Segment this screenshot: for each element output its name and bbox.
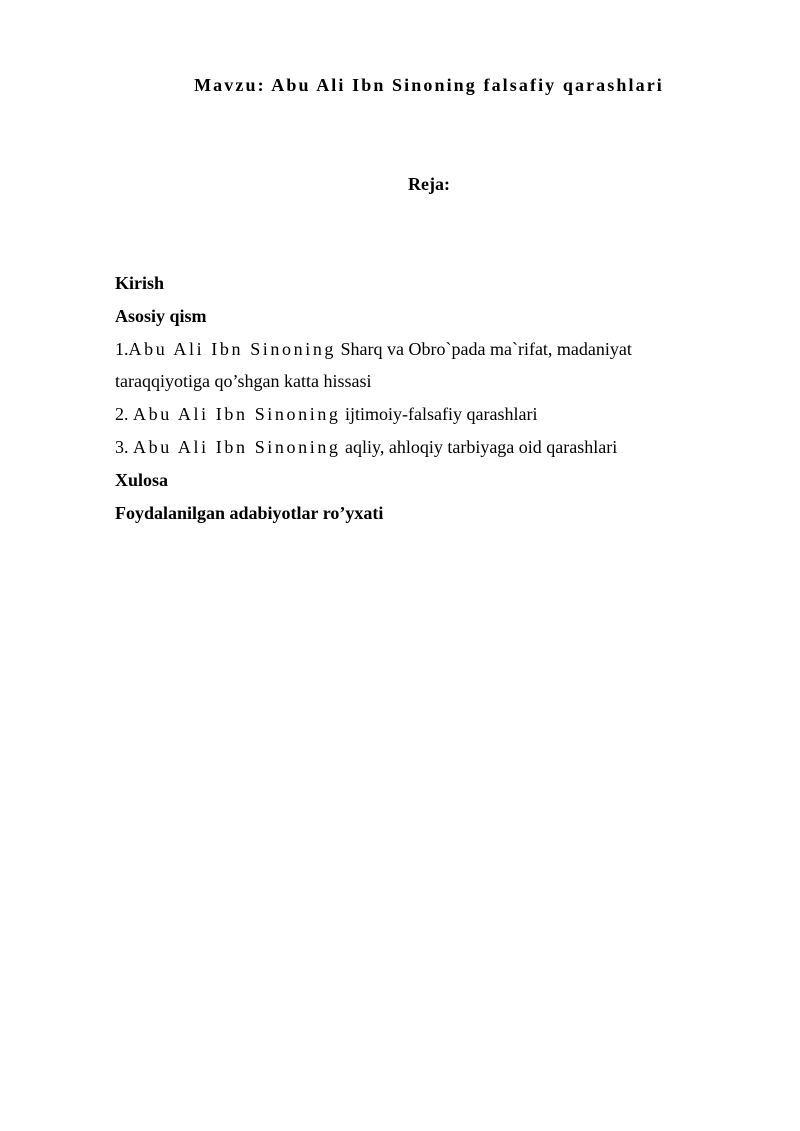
plan-item-text: Sharq va Obro`pada ma`rifat, madaniyat [336, 338, 632, 359]
plan-item-1-continuation: taraqqiyotiga qo’shgan katta hissasi [115, 371, 372, 392]
plan-item-3 [115, 431, 755, 464]
plan-item-name: Abu Ali Ibn Sinoning [133, 404, 341, 425]
plan-main-part: Asosiy qism [115, 305, 207, 326]
plan-item-name: Abu Ali Ibn Sinoning [133, 436, 341, 457]
plan-item-2 [115, 398, 755, 431]
plan-item-text: ijtimoiy-falsafiy qarashlari [340, 404, 538, 425]
plan-conclusion: Xulosa [115, 469, 169, 490]
plan-intro: Kirish [115, 273, 165, 293]
plan-item-number: 3. [115, 436, 133, 457]
plan-item-text: aqliy, ahloqiy tarbiyaga oid qarashlari [340, 436, 618, 457]
document-title: Mavzu: Abu Ali Ibn Sinoning falsafiy qarashlari [194, 75, 664, 95]
plan-item-number: 2. [115, 404, 133, 425]
plan-item-1 [115, 333, 755, 366]
plan-item-name: Abu Ali Ibn Sinoning [128, 338, 337, 359]
plan-list [115, 267, 755, 529]
plan-references: Foydalanilgan adabiyotlar ro’yxati [115, 502, 384, 523]
plan-item-number: 1. [115, 338, 129, 359]
plan-heading: Reja: [408, 174, 450, 194]
